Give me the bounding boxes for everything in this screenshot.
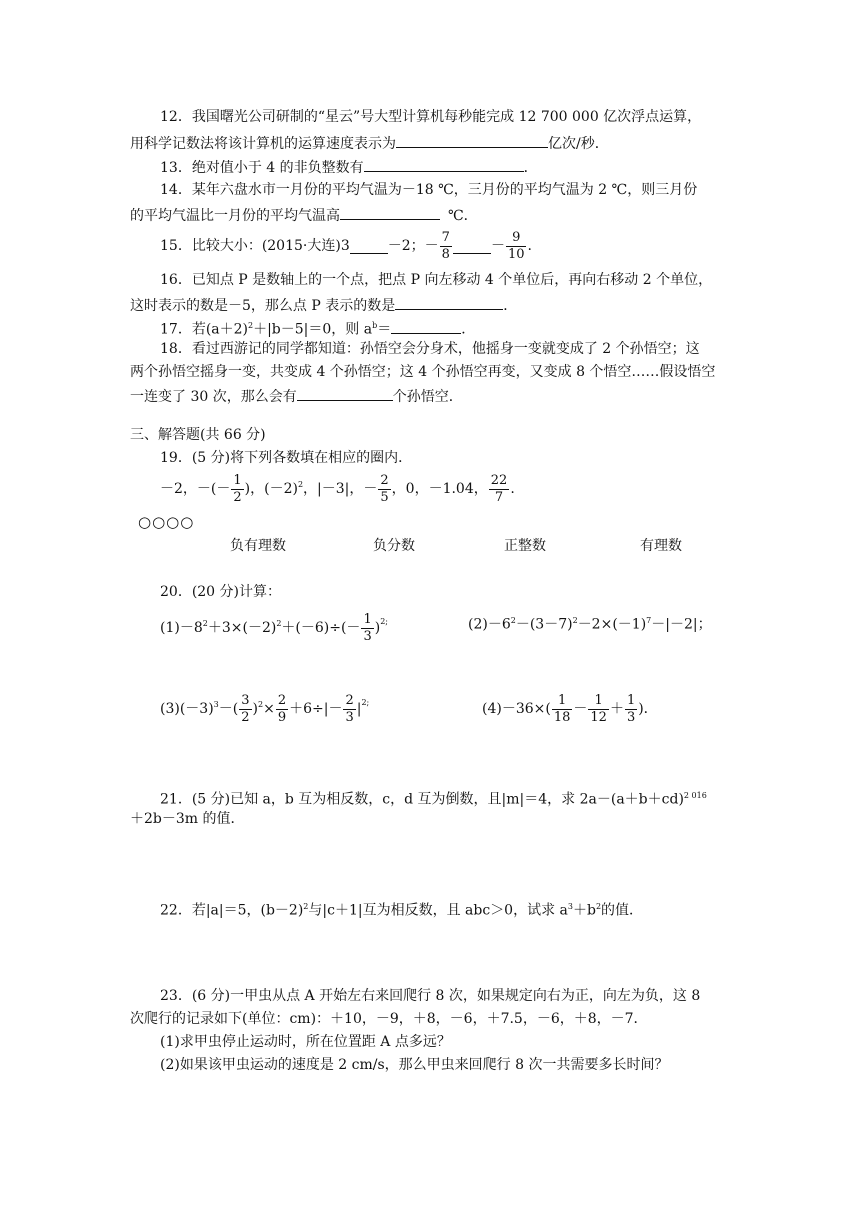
q19-title: 19．(5 分)将下列各数填在相应的圈内． [160,450,413,466]
q22-sup3: 2 [595,902,602,911]
q15-fraction-2: $\frac{9}{10}$ [507,229,525,262]
q15-mid: －2；－ [387,238,439,254]
q22-b: 与|c＋1|互为相反数，且 abc＞0，试求 a [308,902,568,919]
q19-frac-3: $\frac{22}{7}$ [490,472,508,505]
q17-line [160,317,475,339]
q20-p3-frac-2: $\frac{2}{9}$ [277,692,287,725]
q13-prefix: 13．绝对值小于 4 的非负整数有 [160,160,364,176]
q20-p3-e: ＋6÷|－ [289,701,343,717]
q20-p1-sup2: 2 [276,619,282,628]
q20-part-4 [482,686,658,732]
q19-frac-1: $\frac{1}{2}$ [233,472,242,505]
q20-p3-frac-3: $\frac{2}{3}$ [345,692,354,725]
q12-answer-blank[interactable] [396,133,548,148]
q12-suffix: 亿次/秒． [548,136,609,152]
q23-line2: 次爬行的记录如下(单位：cm)：＋10，－9，＋8，－6，＋7.5，－6，＋8，－7． [130,1011,648,1027]
q13-suffix: ． [523,160,538,176]
q20-p2-sup3: 7 [646,616,652,625]
q16-answer-blank[interactable] [395,295,503,310]
q20-p4-d: )． [638,701,658,717]
q20-p4-a: (4)－36×( [482,701,551,717]
q19-circles: ○○○○ [138,513,195,531]
q16-line2 [130,295,517,315]
q20-p4-frac-2: $\frac{1}{12}$ [590,692,607,725]
q20-title: 20．(20 分)计算： [160,584,282,600]
q19-n5: . [510,481,515,497]
q19-category-3: 正整数 [504,538,546,554]
q20-p1-frac: $\frac{1}{3}$ [363,611,372,644]
q15-fraction-1: $\frac{7}{8}$ [441,229,450,262]
q15-blank-1[interactable] [350,239,388,254]
q18-line3 [130,386,463,406]
q20-p1-sup1: 2 [202,619,208,628]
q20-p3-d: × [263,701,275,717]
q20-p4-frac-3: $\frac{1}{3}$ [626,692,636,725]
q20-p4-c: ＋ [609,701,624,717]
q22-sup2: 3 [567,902,573,911]
q17-sup-2: b [372,321,378,330]
q15-suffix: . [527,238,532,254]
q22-d: 的值． [601,902,644,919]
q21-text: 21．(5 分)已知 a，b 互为相反数，c，d 互为倒数，且|m|＝4，求 2a－(a＋b＋cd) [160,791,684,808]
q20-p3-sup3: 2; [361,698,370,707]
q12-line2 [130,133,609,153]
q20-p4-frac-1: $\frac{1}{18}$ [553,692,571,725]
q20-p2-sup2: 2 [572,616,578,625]
section-3-heading: 三、解答题(共 66 分) [130,427,266,443]
q18-suffix: 个孙悟空． [392,389,463,405]
q20-p2-c: －2×(－1) [577,616,647,633]
q19-category-2: 负分数 [373,538,415,554]
q23-line1: 23．(6 分)一甲虫从点 A 开始左右来回爬行 8 次，如果规定向右为正，向左为负，这 8 [160,988,701,1004]
q20-p1-c: ＋(－6)÷(－ [281,620,361,636]
q23-subquestion-2: (2)如果该甲虫运动的速度是 2 cm/s，那么甲虫来回爬行 8 次一共需要多长时间？ [160,1057,669,1073]
q21-sup: 2 016 [683,791,707,800]
q16-suffix: ． [503,298,518,314]
q17-sup-1: 2 [248,321,254,330]
q23-subquestion-1: (1)求甲虫停止运动时，所在位置距 A 点多远？ [160,1034,451,1050]
q20-p2-d: －|－2|； [651,616,712,633]
q20-p1-d: ) [374,620,381,636]
q12-line1: 12．我国曙光公司研制的“星云”号大型计算机每秒能完成 12 700 000 亿次浮点运算， [160,109,702,125]
q14-prefix: 的平均气温比一月份的平均气温高 [130,208,340,224]
q15-line [160,224,532,268]
q20-p2-a: (2)－6 [468,616,511,633]
q17-text-2: ＋|b－5|＝0，则 a [253,321,373,338]
q20-p3-frac-1: $\frac{3}{2}$ [241,692,250,725]
q19-n2: )，(－2) [244,481,298,497]
q13-answer-blank[interactable] [364,157,524,172]
q19-sup: 2 [297,480,304,489]
q20-p3-sup1: 3 [213,700,219,709]
q20-p3-c: ) [252,701,258,717]
q17-suffix: ． [461,321,476,338]
q14-line2 [130,205,478,225]
q18-line2: 两个孙悟空摇身一变，共变成 4 个孙悟空；这 4 个孙悟空再变，又变成 8 个悟空……假设悟空 [130,364,716,380]
q20-p3-sup2: 2 [257,700,264,709]
q19-n3: ，|－3|，－ [303,481,378,497]
q22-line [160,898,643,920]
q19-category-4: 有理数 [640,538,682,554]
q14-line1: 14．某年六盘水市一月份的平均气温为－18 ℃，三月份的平均气温为 2 ℃，则三月份 [160,182,698,198]
q20-part-3 [160,686,369,732]
q15-mid2: － [490,238,505,254]
q20-p1-sup3: 2; [380,617,388,626]
q20-part-1 [160,605,388,651]
q18-answer-blank[interactable] [297,386,393,401]
q13-line [160,157,538,177]
q16-line1: 16．已知点 P 是数轴上的一个点，把点 P 向左移动 4 个单位后，再向右移动 2 个单位， [160,272,713,288]
q20-p1-b: ＋3×(－2) [207,620,277,636]
q20-p3-b: －( [218,701,239,717]
q22-sup1: 2 [303,902,309,911]
q20-p2-sup1: 2 [510,616,516,625]
q14-suffix: ℃． [448,208,478,224]
q20-p3-f: | [356,701,362,717]
q19-category-1: 负有理数 [230,538,286,554]
q20-part-2 [468,612,712,634]
q12-prefix: 用科学记数法将该计算机的运算速度表示为 [130,136,396,152]
q15-blank-2[interactable] [453,239,491,254]
q21-line2: ＋2b－3m 的值． [130,811,245,827]
q19-n1: －2，－(－ [160,481,231,497]
q20-p3-a: (3)(－3) [160,701,214,717]
q21-line1 [160,787,707,809]
q17-eq: ＝ [377,321,392,338]
q19-numbers [160,466,515,512]
q16-prefix: 这时表示的数是－5，那么点 P 表示的数是 [130,298,396,314]
q18-prefix: 一连变了 30 次，那么会有 [130,389,297,405]
q14-answer-blank[interactable] [340,205,440,220]
q20-p1-a: (1)－8 [160,620,203,636]
q20-p2-b: －(3－7) [515,616,573,633]
q15-prefix: 15．比较大小：(2015·大连)3 [160,238,350,254]
q19-frac-2: $\frac{2}{5}$ [380,472,389,505]
q17-text-1: 17．若(a＋2) [160,321,248,338]
q18-line1: 18．看过西游记的同学都知道：孙悟空会分身术，他摇身一变就变成了 2 个孙悟空；这 [160,341,700,357]
q22-c: ＋b [572,902,596,919]
q22-a: 22．若|a|＝5，(b－2) [160,902,304,919]
q17-answer-blank[interactable] [391,319,461,334]
q19-n4: ，0，－1.04， [391,481,488,497]
q20-p4-b: － [573,701,588,717]
